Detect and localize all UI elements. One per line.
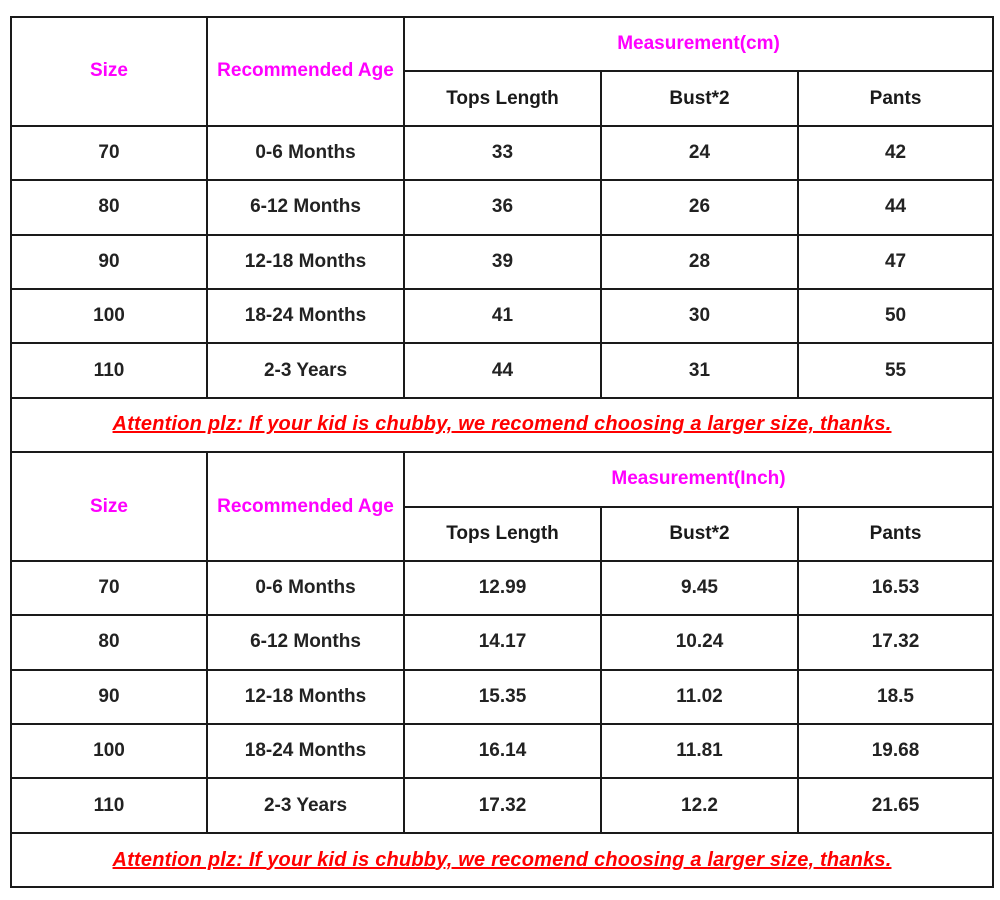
size-chart-table: [10, 16, 994, 888]
size-cell: 70: [11, 126, 207, 180]
tops-length-cell: 12.99: [404, 561, 601, 615]
table-row: [11, 180, 993, 234]
bust-cell: 28: [601, 235, 798, 289]
age-cell: 6-12 Months: [207, 615, 404, 669]
tops-length-cell: 16.14: [404, 724, 601, 778]
bust-cell: 12.2: [601, 778, 798, 832]
size-cell: 70: [11, 561, 207, 615]
attention-row-inch: [11, 833, 993, 887]
size-cell: 90: [11, 670, 207, 724]
tops-length-cell: 14.17: [404, 615, 601, 669]
pants-cell: 21.65: [798, 778, 993, 832]
tops-length-cell: 39: [404, 235, 601, 289]
table-row: [11, 235, 993, 289]
measurement-cm-header: Measurement(cm): [404, 17, 993, 71]
tops-length-cell: 41: [404, 289, 601, 343]
pants-cell: 19.68: [798, 724, 993, 778]
attention-note-inch: Attention plz: If your kid is chubby, we recomend choosing a larger size, thanks.: [11, 833, 993, 887]
table-row: [11, 778, 993, 832]
age-cell: 12-18 Months: [207, 235, 404, 289]
tops-length-header-cm: Tops Length: [404, 71, 601, 125]
size-cell: 80: [11, 615, 207, 669]
pants-cell: 16.53: [798, 561, 993, 615]
inch-header-row: [11, 452, 993, 506]
size-cell: 90: [11, 235, 207, 289]
size-cell: 80: [11, 180, 207, 234]
age-cell: 0-6 Months: [207, 126, 404, 180]
table-row: [11, 561, 993, 615]
tops-length-header-inch: Tops Length: [404, 507, 601, 561]
pants-cell: 17.32: [798, 615, 993, 669]
pants-header-cm: Pants: [798, 71, 993, 125]
size-cell: 100: [11, 289, 207, 343]
pants-cell: 44: [798, 180, 993, 234]
pants-cell: 42: [798, 126, 993, 180]
age-cell: 2-3 Years: [207, 343, 404, 397]
bust-cell: 30: [601, 289, 798, 343]
pants-cell: 47: [798, 235, 993, 289]
table-row: [11, 343, 993, 397]
size-header-cm: Size: [11, 17, 207, 126]
bust-cell: 9.45: [601, 561, 798, 615]
size-cell: 110: [11, 343, 207, 397]
bust-header-inch: Bust*2: [601, 507, 798, 561]
bust-cell: 10.24: [601, 615, 798, 669]
bust-cell: 26: [601, 180, 798, 234]
attention-row-cm: [11, 398, 993, 452]
age-cell: 18-24 Months: [207, 289, 404, 343]
table-row: [11, 615, 993, 669]
pants-cell: 18.5: [798, 670, 993, 724]
age-cell: 6-12 Months: [207, 180, 404, 234]
age-cell: 0-6 Months: [207, 561, 404, 615]
tops-length-cell: 17.32: [404, 778, 601, 832]
size-cell: 100: [11, 724, 207, 778]
bust-header-cm: Bust*2: [601, 71, 798, 125]
pants-cell: 50: [798, 289, 993, 343]
bust-cell: 11.02: [601, 670, 798, 724]
bust-cell: 24: [601, 126, 798, 180]
pants-cell: 55: [798, 343, 993, 397]
attention-note-cm: Attention plz: If your kid is chubby, we recomend choosing a larger size, thanks.: [11, 398, 993, 452]
age-cell: 18-24 Months: [207, 724, 404, 778]
tops-length-cell: 44: [404, 343, 601, 397]
age-cell: 2-3 Years: [207, 778, 404, 832]
tops-length-cell: 15.35: [404, 670, 601, 724]
tops-length-cell: 33: [404, 126, 601, 180]
table-row: [11, 670, 993, 724]
table-row: [11, 724, 993, 778]
bust-cell: 31: [601, 343, 798, 397]
recommended-age-header-cm: Recommended Age: [207, 17, 404, 126]
size-cell: 110: [11, 778, 207, 832]
cm-header-row: [11, 17, 993, 71]
age-cell: 12-18 Months: [207, 670, 404, 724]
table-row: [11, 289, 993, 343]
bust-cell: 11.81: [601, 724, 798, 778]
measurement-inch-header: Measurement(Inch): [404, 452, 993, 506]
pants-header-inch: Pants: [798, 507, 993, 561]
table-row: [11, 126, 993, 180]
size-header-inch: Size: [11, 452, 207, 561]
recommended-age-header-inch: Recommended Age: [207, 452, 404, 561]
tops-length-cell: 36: [404, 180, 601, 234]
